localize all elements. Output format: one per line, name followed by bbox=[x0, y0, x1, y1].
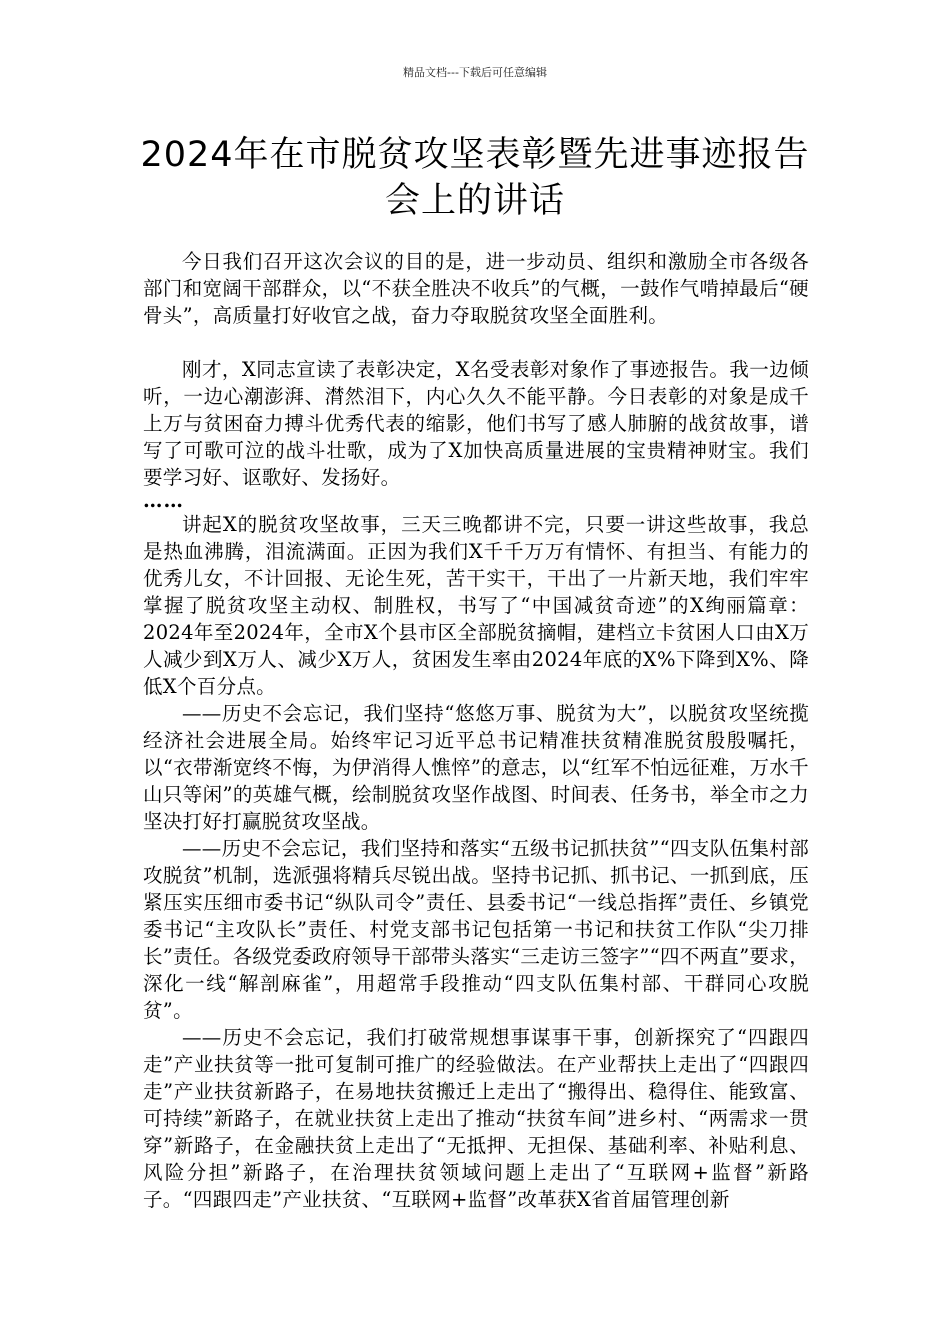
paragraph-commendation: 刚才，X同志宣读了表彰决定，X名受表彰对象作了事迹报告。我一边倾听，一边心潮澎湃、潸然泪下，内心久久不能平静。今日表彰的对象是成千上万与贫困奋力搏斗优秀代表的缩影，他们书写了感人肺腑的战贫故事，谱写了可歌可泣的战斗壮歌，成为了X加快高质量进展的宝贵精神财宝。我们要学习好、讴歌好、发扬好。 bbox=[143, 358, 809, 489]
paragraph-history-1: ——历史不会忘记，我们坚持“悠悠万事、脱贫为大”，以脱贫攻坚统揽经济社会进展全局。始终牢记习近平总书记精准扶贫精准脱贫殷殷嘱托，以“衣带渐宽终不悔，为伊消得人憔悴”的意志，以“红军不怕远征难，万水千山只等闲”的英雄气概，绘制脱贫攻坚作战图、时间表、任务书，举全市之力坚决打好打赢脱贫攻坚战。 bbox=[143, 702, 809, 833]
paragraph-intro: 今日我们召开这次会议的目的是，进一步动员、组织和激励全市各级各部门和宽阔干部群众，以“不获全胜决不收兵”的气概，一鼓作气啃掉最后“硬骨头”，高质量打好收官之战，奋力夺取脱贫攻坚全面胜利。 bbox=[143, 250, 809, 327]
header-note: 精品文档---下载后可任意编辑 bbox=[403, 66, 547, 79]
ellipsis-marker: …… bbox=[143, 489, 184, 512]
document-body bbox=[143, 248, 809, 1213]
document-title: 2024年在市脱贫攻坚表彰暨先进事迹报告会上的讲话 bbox=[140, 135, 810, 221]
paragraph-history-3: ——历史不会忘记，我们打破常规想事谋事干事，创新探究了“四跟四走”产业扶贫等一批可复制可推广的经验做法。在产业帮扶上走出了“四跟四走”产业扶贫新路子，在易地扶贫搬迁上走出了“搬得出、稳得住、能致富、可持续”新路子，在就业扶贫上走出了推动“扶贫车间”进乡村、“两需求一贯穿”新路子，在金融扶贫上走出了“无抵押、无担保、基础利率、补贴利息、风险分担”新路子，在治理扶贫领域问题上走出了“互联网+监督”新路子。“四跟四走”产业扶贫、“互联网+监督”改革获X省首届管理创新 bbox=[143, 1026, 809, 1211]
paragraph-poverty-story: 讲起X的脱贫攻坚故事，三天三晚都讲不完，只要一讲这些故事，我总是热血沸腾，泪流满面。正因为我们X千千万万有情怀、有担当、有能力的优秀儿女，不计回报、无论生死，苦干实干，干出了一片新天地，我们牢牢掌握了脱贫攻坚主动权、制胜权，书写了“中国减贫奇迹”的X绚丽篇章：2024年至2024年，全市X个县市区全部脱贫摘帽，建档立卡贫困人口由X万人减少到X万人、减少X万人，贫困发生率由2024年底的X%下降到X%、降低X个百分点。 bbox=[143, 513, 809, 698]
paragraph-history-2: ——历史不会忘记，我们坚持和落实“五级书记抓扶贫”“四支队伍集村部攻脱贫”机制，选派强将精兵尽锐出战。坚持书记抓、抓书记、一抓到底，压紧压实压细市委书记“纵队司令”责任、县委书记“一线总指挥”责任、乡镇党委书记“主攻队长”责任、村党支部书记包括第一书记和扶贫工作队“尖刀排长”责任。各级党委政府领导干部带头落实“三走访三签字”“四不两直”要求，深化一线“解剖麻雀”，用超常手段推动“四支队伍集村部、干群同心攻脱贫”。 bbox=[143, 837, 809, 1022]
